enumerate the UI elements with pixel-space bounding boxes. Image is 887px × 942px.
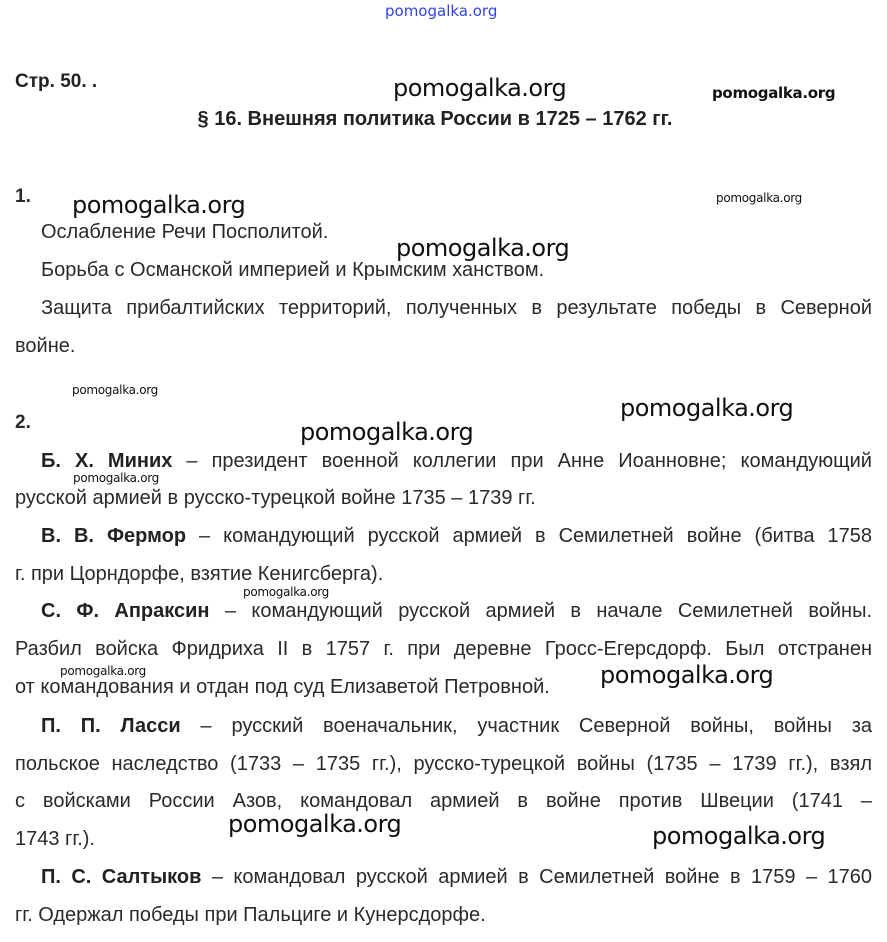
person-entry [41, 524, 872, 548]
watermark: pomogalka.org [243, 585, 329, 599]
text-line: 1743 гг.). [15, 828, 95, 850]
page-reference: Стр. 50. . [15, 71, 98, 92]
watermark: pomogalka.org [385, 2, 498, 20]
watermark: pomogalka.org [393, 74, 567, 102]
person-description: – президент военной коллегии при Анне Иоанновне; командующий [172, 450, 872, 472]
person-name: С. Ф. Апраксин [41, 600, 210, 622]
person-name: П. С. Салтыков [41, 866, 202, 888]
section-title: § 16. Внешняя политика России в 1725 – 1762 гг. [197, 108, 673, 130]
watermark: pomogalka.org [712, 84, 836, 102]
text-line: Защита прибалтийских территорий, полученных в результате победы в Северной [41, 297, 872, 319]
text-line: Борьба с Османской империей и Крымским ханством. [41, 259, 545, 281]
text-line: польское наследство (1733 – 1735 гг.), русско-турецкой войны (1735 – 1739 гг.), взял [15, 753, 872, 775]
watermark: pomogalka.org [620, 394, 794, 422]
person-entry [41, 449, 872, 473]
watermark: pomogalka.org [60, 664, 146, 678]
person-description: – командующий русской армией в начале Семилетней войны. [209, 600, 872, 622]
text-line: от командования и отдан под суд Елизаветой Петровной. [15, 676, 550, 698]
watermark: pomogalka.org [652, 822, 826, 850]
text-line: с войсками России Азов, командовал армией в войне против Швеции (1741 – [15, 790, 872, 812]
text-line: гг. Одержал победы при Пальциге и Кунерсдорфе. [15, 904, 486, 926]
person-entry [41, 599, 872, 623]
text-line: г. при Цорндорфе, взятие Кенигсберга). [15, 563, 384, 585]
watermark: pomogalka.org [396, 234, 570, 262]
watermark: pomogalka.org [72, 191, 246, 219]
watermark: pomogalka.org [228, 810, 402, 838]
person-entry [41, 865, 872, 889]
text-line: Ослабление Речи Посполитой. [41, 221, 329, 243]
watermark: pomogalka.org [72, 383, 158, 397]
person-name: Б. Х. Миних [41, 450, 173, 472]
watermark: pomogalka.org [300, 418, 474, 446]
watermark: pomogalka.org [716, 191, 802, 205]
person-name: В. В. Фермор [41, 525, 187, 547]
person-name: П. П. Ласси [41, 715, 181, 737]
text-line: войне. [15, 335, 76, 357]
person-description: – русский военачальник, участник Северной войны, войны за [180, 715, 872, 737]
section-1-number: 1. [15, 186, 31, 207]
person-description: – командовал русской армией в Семилетней войне в 1759 – 1760 [201, 866, 872, 888]
section-2-number: 2. [15, 412, 31, 433]
person-description: – командующий русской армией в Семилетней войне (битва 1758 [186, 525, 872, 547]
text-line: русской армией в русско-турецкой войне 1735 – 1739 гг. [15, 487, 536, 509]
watermark: pomogalka.org [600, 661, 774, 689]
text-line: Разбил войска Фридриха II в 1757 г. при деревне Гросс-Егерсдорф. Был отстранен [15, 638, 872, 660]
person-entry [41, 714, 872, 738]
watermark: pomogalka.org [73, 471, 159, 485]
